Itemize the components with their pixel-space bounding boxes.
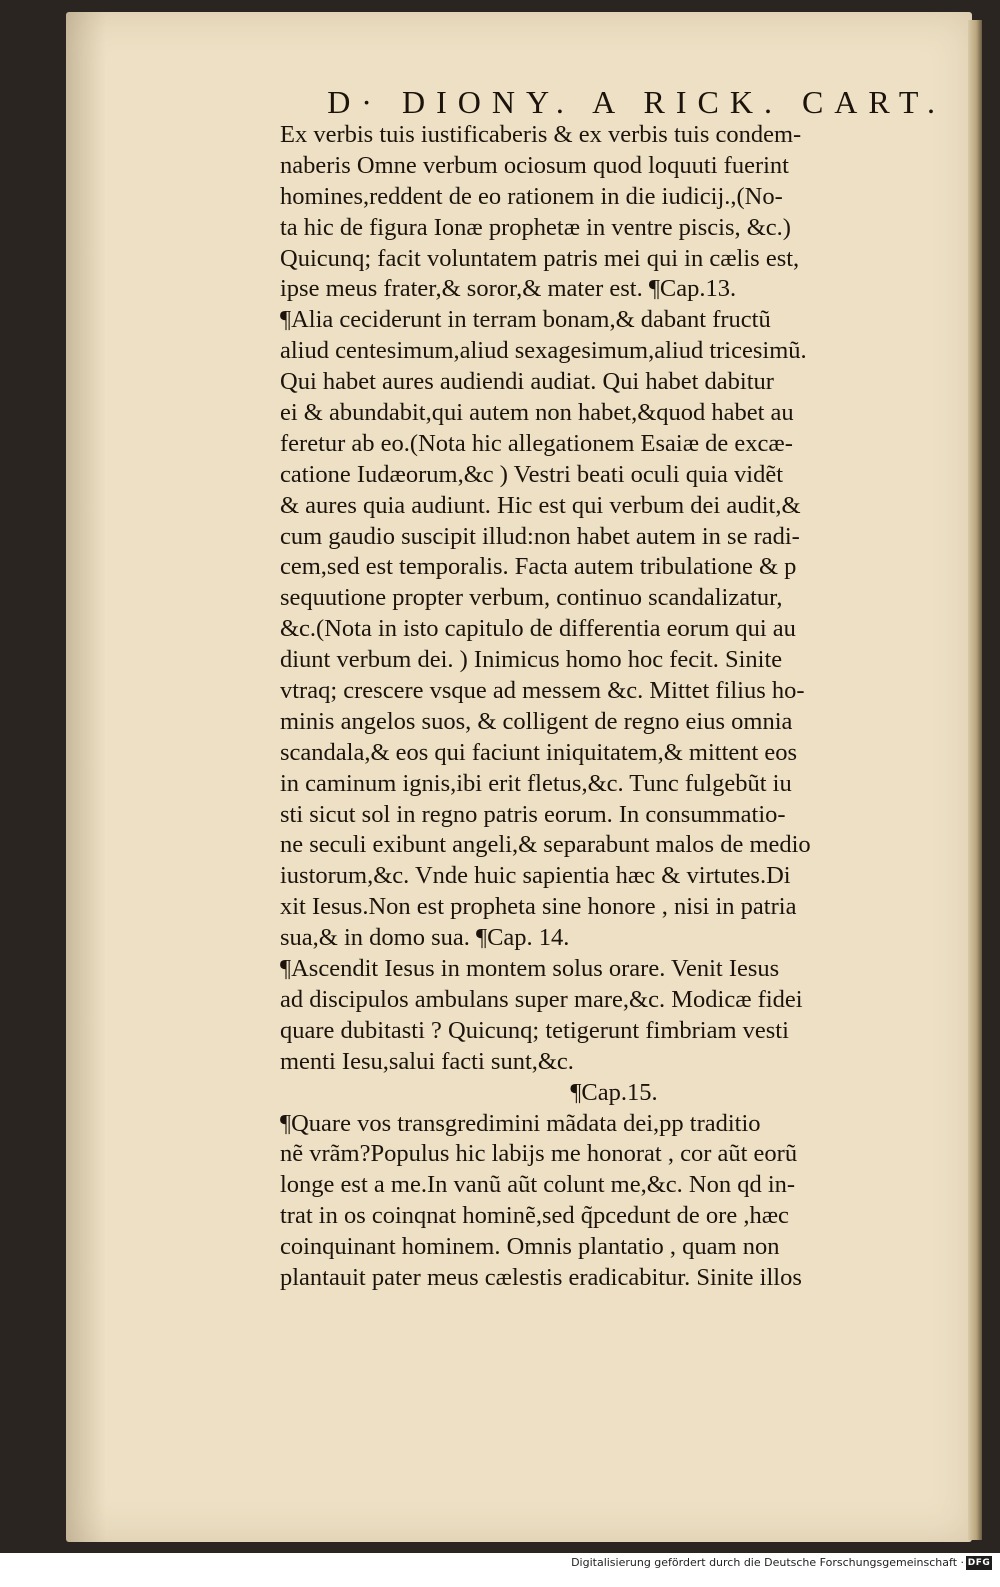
text-line: naberis Omne verbum ociosum quod loquuti fuerint — [280, 151, 789, 179]
text-line: &c.(Nota in isto capitulo de differentia eorum qui au — [280, 615, 796, 643]
text-line: ipse meus frater,& soror,& mater est. ¶Cap.13. — [280, 275, 737, 303]
text-line: nẽ vrãm?Populus hic labijs me honorat , cor aũt eorũ — [280, 1140, 798, 1168]
text-line: trat in os coinqnat hominẽ,sed q̃pcedunt de ore ,hæc — [280, 1202, 789, 1230]
text-line: scandala,& eos qui faciunt iniquitatem,& mittent eos — [280, 738, 798, 766]
text-line: homines,reddent de eo rationem in die iudicij.,(No- — [280, 182, 783, 210]
text-line: plantauit pater meus cælestis eradicabitur. Sinite illos — [280, 1263, 802, 1291]
text-line: cem,sed est temporalis. Facta autem tribulatione & p — [280, 553, 797, 581]
text-line: coinquinant hominem. Omnis plantatio , quam non — [280, 1233, 780, 1261]
text-line: ne seculi exibunt angeli,& separabunt malos de medio — [280, 831, 811, 859]
text-line: ei & abundabit,qui autem non habet,&quod habet au — [280, 399, 794, 427]
text-line: sequutione propter verbum, continuo scandalizatur, — [280, 584, 783, 612]
text-line: sti sicut sol in regno patris eorum. In consummatio- — [280, 800, 786, 828]
text-line: diunt verbum dei. ) Inimicus homo hoc fecit. Sinite — [280, 646, 783, 674]
text-line: Ex verbis tuis iustificaberis & ex verbis tuis condem- — [280, 121, 802, 148]
text-line: ¶Ascendit Iesus in montem solus orare. Venit Iesus — [280, 955, 780, 983]
chapter-heading: ¶Cap.15. — [570, 1078, 658, 1106]
spine-shadow — [66, 12, 106, 1542]
text-line: Qui habet aures audiendi audiat. Qui habet dabitur — [280, 368, 774, 396]
text-line: in caminum ignis,ibi erit fletus,&c. Tunc fulgebũt iu — [280, 769, 792, 797]
text-line: sua,& in domo sua. ¶Cap. 14. — [280, 924, 570, 952]
text-line: & aures quia audiunt. Hic est qui verbum dei audit,& — [280, 491, 801, 519]
text-block — [280, 84, 948, 1294]
text-line: aliud centesimum,aliud sexagesimum,aliud tricesimũ. — [280, 337, 807, 365]
text-line: catione Iudæorum,&c ) Vestri beati oculi quia vidẽt — [280, 460, 784, 488]
funding-credit: Digitalisierung gefördert durch die Deutsche Forschungsgemeinschaft · — [571, 1556, 964, 1569]
text-line: ¶Quare vos transgredimini mãdata dei,pp traditio — [280, 1109, 761, 1137]
text-line: minis angelos suos, & colligent de regno eius omnia — [280, 707, 793, 735]
text-line: cum gaudio suscipit illud:non habet autem in se radi- — [280, 522, 800, 550]
text-line: ad discipulos ambulans super mare,&c. Modicæ fidei — [280, 985, 803, 1013]
text-line: longe est a me.In vanũ aũt colunt me,&c. Non qd in- — [280, 1171, 796, 1199]
text-line: menti Iesu,salui facti sunt,&c. — [280, 1047, 574, 1075]
text-line: xit Iesus.Non est propheta sine honore , nisi in patria — [280, 893, 797, 921]
text-line: ta hic de figura Ionæ prophetæ in ventre piscis, &c.) — [280, 213, 791, 241]
text-line: feretur ab eo.(Nota hic allegationem Esaiæ de excæ- — [280, 429, 793, 457]
dfg-logo: DFG — [967, 1558, 991, 1568]
text-line: Quicunq; facit voluntatem patris mei qui in cælis est, — [280, 244, 800, 272]
text-line: ¶Alia ceciderunt in terram bonam,& dabant fructũ — [280, 306, 771, 334]
text-line: iustorum,&c. Vnde huic sapientia hæc & virtutes.Di — [280, 862, 791, 890]
page-fore-edge — [968, 20, 982, 1540]
text-line: quare dubitasti ? Quicunq; tetigerunt fimbriam vesti — [280, 1016, 789, 1044]
text-line: vtraq; crescere vsque ad messem &c. Mittet filius ho- — [280, 677, 805, 705]
running-head: D· DIONY. A RICK. CART. — [327, 84, 946, 120]
